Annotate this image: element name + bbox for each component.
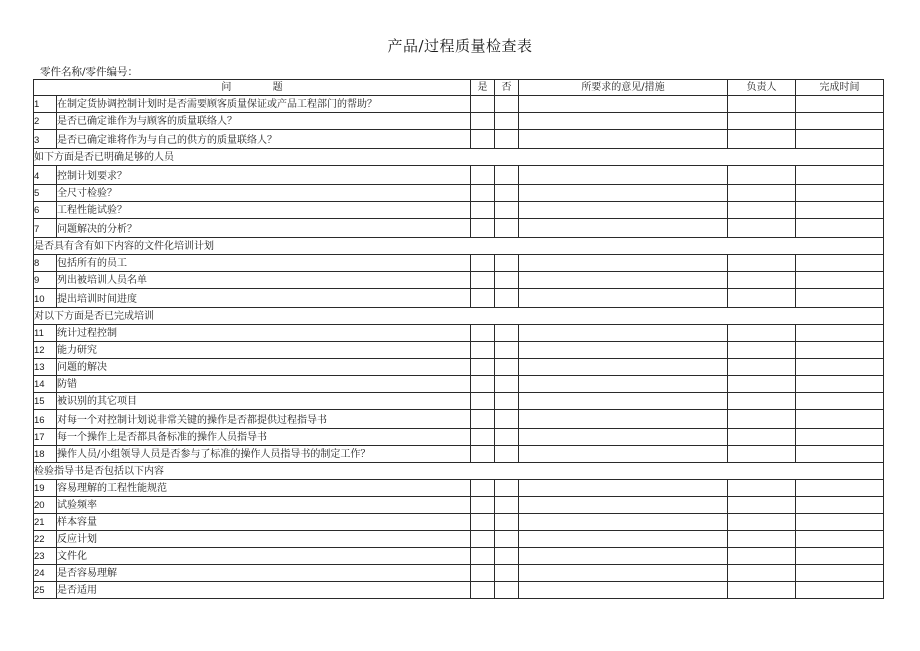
due-date-cell[interactable] bbox=[796, 548, 884, 565]
table-row bbox=[34, 272, 884, 289]
item-number: 18 bbox=[34, 446, 57, 463]
owner-cell[interactable] bbox=[728, 531, 796, 548]
no-cell[interactable] bbox=[495, 130, 519, 149]
yes-cell[interactable] bbox=[471, 202, 495, 219]
question-text: 控制计划要求？ bbox=[57, 166, 471, 185]
yes-cell[interactable] bbox=[471, 376, 495, 393]
owner-cell[interactable] bbox=[728, 410, 796, 429]
due-date-cell[interactable] bbox=[796, 342, 884, 359]
yes-cell[interactable] bbox=[471, 255, 495, 272]
no-cell[interactable] bbox=[495, 325, 519, 342]
question-text: 问题的解决 bbox=[57, 359, 471, 376]
section-row bbox=[34, 149, 884, 166]
no-cell[interactable] bbox=[495, 255, 519, 272]
table-row bbox=[34, 376, 884, 393]
question-text: 反应计划 bbox=[57, 531, 471, 548]
yes-cell[interactable] bbox=[471, 166, 495, 185]
yes-cell[interactable] bbox=[471, 289, 495, 308]
no-cell[interactable] bbox=[495, 219, 519, 238]
question-text: 容易理解的工程性能规范 bbox=[57, 480, 471, 497]
due-date-cell[interactable] bbox=[796, 480, 884, 497]
table-row bbox=[34, 393, 884, 410]
yes-cell[interactable] bbox=[471, 342, 495, 359]
yes-cell[interactable] bbox=[471, 410, 495, 429]
due-date-cell[interactable] bbox=[796, 446, 884, 463]
question-text: 在制定货协调控制计划时是否需要顾客质量保证或产品工程部门的帮助？ bbox=[57, 96, 471, 113]
opinion-cell[interactable] bbox=[519, 514, 728, 531]
owner-cell[interactable] bbox=[728, 480, 796, 497]
question-text: 文件化 bbox=[57, 548, 471, 565]
yes-cell[interactable] bbox=[471, 393, 495, 410]
item-number: 11 bbox=[34, 325, 57, 342]
item-number: 13 bbox=[34, 359, 57, 376]
question-text: 问题解决的分析？ bbox=[57, 219, 471, 238]
item-number: 3 bbox=[34, 130, 57, 149]
opinion-cell[interactable] bbox=[519, 582, 728, 599]
part-name-number-label: 零件名称/零件编号： bbox=[40, 66, 139, 78]
yes-cell[interactable] bbox=[471, 429, 495, 446]
question-text: 统计过程控制 bbox=[57, 325, 471, 342]
due-date-cell[interactable] bbox=[796, 219, 884, 238]
item-number: 4 bbox=[34, 166, 57, 185]
item-number: 22 bbox=[34, 531, 57, 548]
owner-cell[interactable] bbox=[728, 446, 796, 463]
yes-cell[interactable] bbox=[471, 325, 495, 342]
no-cell[interactable] bbox=[495, 410, 519, 429]
yes-cell[interactable] bbox=[471, 514, 495, 531]
table-row bbox=[34, 548, 884, 565]
due-date-cell[interactable] bbox=[796, 202, 884, 219]
question-text: 全尺寸检验？ bbox=[57, 185, 471, 202]
item-number: 7 bbox=[34, 219, 57, 238]
due-date-cell[interactable] bbox=[796, 531, 884, 548]
no-cell[interactable] bbox=[495, 376, 519, 393]
opinion-cell[interactable] bbox=[519, 480, 728, 497]
yes-cell[interactable] bbox=[471, 480, 495, 497]
header-due-date: 完成时间 bbox=[796, 80, 884, 96]
section-row bbox=[34, 308, 884, 325]
question-text: 操作人员/小组领导人员是否参与了标准的操作人员指导书的制定工作？ bbox=[57, 446, 471, 463]
yes-cell[interactable] bbox=[471, 531, 495, 548]
table-row bbox=[34, 289, 884, 308]
owner-cell[interactable] bbox=[728, 113, 796, 130]
yes-cell[interactable] bbox=[471, 446, 495, 463]
no-cell[interactable] bbox=[495, 342, 519, 359]
owner-cell[interactable] bbox=[728, 96, 796, 113]
due-date-cell[interactable] bbox=[796, 166, 884, 185]
item-number: 2 bbox=[34, 113, 57, 130]
item-number: 20 bbox=[34, 497, 57, 514]
table-row bbox=[34, 113, 884, 130]
owner-cell[interactable] bbox=[728, 497, 796, 514]
due-date-cell[interactable] bbox=[796, 359, 884, 376]
question-text: 是否已确定谁将作为与自己的供方的质量联络人？ bbox=[57, 130, 471, 149]
owner-cell[interactable] bbox=[728, 514, 796, 531]
item-number: 15 bbox=[34, 393, 57, 410]
due-date-cell[interactable] bbox=[796, 185, 884, 202]
table-row bbox=[34, 96, 884, 113]
table-row bbox=[34, 480, 884, 497]
owner-cell[interactable] bbox=[728, 272, 796, 289]
item-number: 9 bbox=[34, 272, 57, 289]
table-row bbox=[34, 130, 884, 149]
owner-cell[interactable] bbox=[728, 359, 796, 376]
no-cell[interactable] bbox=[495, 359, 519, 376]
yes-cell[interactable] bbox=[471, 272, 495, 289]
opinion-cell[interactable] bbox=[519, 393, 728, 410]
table-row bbox=[34, 342, 884, 359]
yes-cell[interactable] bbox=[471, 113, 495, 130]
checklist-table bbox=[33, 79, 884, 599]
due-date-cell[interactable] bbox=[796, 325, 884, 342]
table-row bbox=[34, 202, 884, 219]
question-text: 对每一个对控制计划说非常关键的操作是否都提供过程指导书 bbox=[57, 410, 471, 429]
item-number: 24 bbox=[34, 565, 57, 582]
question-text: 样本容量 bbox=[57, 514, 471, 531]
due-date-cell[interactable] bbox=[796, 429, 884, 446]
header-no: 否 bbox=[495, 80, 519, 96]
question-text: 是否适用 bbox=[57, 582, 471, 599]
opinion-cell[interactable] bbox=[519, 342, 728, 359]
table-row bbox=[34, 359, 884, 376]
owner-cell[interactable] bbox=[728, 185, 796, 202]
due-date-cell[interactable] bbox=[796, 255, 884, 272]
opinion-cell[interactable] bbox=[519, 446, 728, 463]
question-text: 能力研究 bbox=[57, 342, 471, 359]
question-text: 包括所有的员工 bbox=[57, 255, 471, 272]
item-number: 16 bbox=[34, 410, 57, 429]
owner-cell[interactable] bbox=[728, 202, 796, 219]
table-row bbox=[34, 565, 884, 582]
owner-cell[interactable] bbox=[728, 548, 796, 565]
due-date-cell[interactable] bbox=[796, 582, 884, 599]
opinion-cell[interactable] bbox=[519, 166, 728, 185]
due-date-cell[interactable] bbox=[796, 130, 884, 149]
yes-cell[interactable] bbox=[471, 497, 495, 514]
opinion-cell[interactable] bbox=[519, 96, 728, 113]
no-cell[interactable] bbox=[495, 565, 519, 582]
opinion-cell[interactable] bbox=[519, 565, 728, 582]
yes-cell[interactable] bbox=[471, 548, 495, 565]
table-header-row bbox=[34, 80, 884, 96]
owner-cell[interactable] bbox=[728, 342, 796, 359]
no-cell[interactable] bbox=[495, 166, 519, 185]
question-text: 试验频率 bbox=[57, 497, 471, 514]
owner-cell[interactable] bbox=[728, 130, 796, 149]
yes-cell[interactable] bbox=[471, 219, 495, 238]
owner-cell[interactable] bbox=[728, 255, 796, 272]
header-question: 问 题 bbox=[34, 80, 471, 96]
yes-cell[interactable] bbox=[471, 359, 495, 376]
no-cell[interactable] bbox=[495, 514, 519, 531]
item-number: 10 bbox=[34, 289, 57, 308]
opinion-cell[interactable] bbox=[519, 272, 728, 289]
header-owner: 负责人 bbox=[728, 80, 796, 96]
table-row bbox=[34, 185, 884, 202]
no-cell[interactable] bbox=[495, 446, 519, 463]
question-text: 列出被培训人员名单 bbox=[57, 272, 471, 289]
table-row bbox=[34, 531, 884, 548]
opinion-cell[interactable] bbox=[519, 185, 728, 202]
document-title: 产品/过程质量检查表 bbox=[387, 37, 533, 55]
header-yes: 是 bbox=[471, 80, 495, 96]
no-cell[interactable] bbox=[495, 531, 519, 548]
section-heading: 检验指导书是否包括以下内容 bbox=[34, 463, 884, 480]
table-row bbox=[34, 325, 884, 342]
no-cell[interactable] bbox=[495, 548, 519, 565]
no-cell[interactable] bbox=[495, 393, 519, 410]
item-number: 21 bbox=[34, 514, 57, 531]
table-row bbox=[34, 255, 884, 272]
yes-cell[interactable] bbox=[471, 565, 495, 582]
question-text: 是否已确定谁作为与顾客的质量联络人？ bbox=[57, 113, 471, 130]
table-row bbox=[34, 410, 884, 429]
item-number: 1 bbox=[34, 96, 57, 113]
section-row bbox=[34, 238, 884, 255]
owner-cell[interactable] bbox=[728, 393, 796, 410]
opinion-cell[interactable] bbox=[519, 325, 728, 342]
table-row bbox=[34, 446, 884, 463]
opinion-cell[interactable] bbox=[519, 410, 728, 429]
table-row bbox=[34, 166, 884, 185]
opinion-cell[interactable] bbox=[519, 497, 728, 514]
item-number: 25 bbox=[34, 582, 57, 599]
owner-cell[interactable] bbox=[728, 429, 796, 446]
question-text: 被识别的其它项目 bbox=[57, 393, 471, 410]
item-number: 19 bbox=[34, 480, 57, 497]
no-cell[interactable] bbox=[495, 289, 519, 308]
no-cell[interactable] bbox=[495, 480, 519, 497]
owner-cell[interactable] bbox=[728, 376, 796, 393]
yes-cell[interactable] bbox=[471, 582, 495, 599]
no-cell[interactable] bbox=[495, 96, 519, 113]
yes-cell[interactable] bbox=[471, 130, 495, 149]
section-heading: 是否具有含有如下内容的文件化培训计划 bbox=[34, 238, 884, 255]
due-date-cell[interactable] bbox=[796, 272, 884, 289]
no-cell[interactable] bbox=[495, 185, 519, 202]
due-date-cell[interactable] bbox=[796, 514, 884, 531]
due-date-cell[interactable] bbox=[796, 565, 884, 582]
no-cell[interactable] bbox=[495, 582, 519, 599]
question-text: 每一个操作上是否都具备标准的操作人员指导书 bbox=[57, 429, 471, 446]
yes-cell[interactable] bbox=[471, 185, 495, 202]
header-opinion: 所要求的意见/措施 bbox=[519, 80, 728, 96]
due-date-cell[interactable] bbox=[796, 376, 884, 393]
item-number: 6 bbox=[34, 202, 57, 219]
item-number: 12 bbox=[34, 342, 57, 359]
due-date-cell[interactable] bbox=[796, 410, 884, 429]
item-number: 23 bbox=[34, 548, 57, 565]
no-cell[interactable] bbox=[495, 429, 519, 446]
due-date-cell[interactable] bbox=[796, 113, 884, 130]
opinion-cell[interactable] bbox=[519, 359, 728, 376]
opinion-cell[interactable] bbox=[519, 531, 728, 548]
section-heading: 对以下方面是否已完成培训 bbox=[34, 308, 884, 325]
opinion-cell[interactable] bbox=[519, 255, 728, 272]
table-row bbox=[34, 429, 884, 446]
owner-cell[interactable] bbox=[728, 565, 796, 582]
owner-cell[interactable] bbox=[728, 289, 796, 308]
no-cell[interactable] bbox=[495, 113, 519, 130]
no-cell[interactable] bbox=[495, 202, 519, 219]
owner-cell[interactable] bbox=[728, 582, 796, 599]
due-date-cell[interactable] bbox=[796, 96, 884, 113]
due-date-cell[interactable] bbox=[796, 497, 884, 514]
opinion-cell[interactable] bbox=[519, 548, 728, 565]
section-row bbox=[34, 463, 884, 480]
yes-cell[interactable] bbox=[471, 96, 495, 113]
opinion-cell[interactable] bbox=[519, 130, 728, 149]
item-number: 8 bbox=[34, 255, 57, 272]
opinion-cell[interactable] bbox=[519, 219, 728, 238]
question-text: 是否容易理解 bbox=[57, 565, 471, 582]
table-row bbox=[34, 219, 884, 238]
opinion-cell[interactable] bbox=[519, 202, 728, 219]
question-text: 工程性能试验？ bbox=[57, 202, 471, 219]
no-cell[interactable] bbox=[495, 272, 519, 289]
section-heading: 如下方面是否已明确足够的人员 bbox=[34, 149, 884, 166]
no-cell[interactable] bbox=[495, 497, 519, 514]
question-text: 防错 bbox=[57, 376, 471, 393]
question-text: 提出培训时间进度 bbox=[57, 289, 471, 308]
due-date-cell[interactable] bbox=[796, 289, 884, 308]
opinion-cell[interactable] bbox=[519, 113, 728, 130]
opinion-cell[interactable] bbox=[519, 289, 728, 308]
table-row bbox=[34, 582, 884, 599]
opinion-cell[interactable] bbox=[519, 429, 728, 446]
table-row bbox=[34, 514, 884, 531]
item-number: 5 bbox=[34, 185, 57, 202]
opinion-cell[interactable] bbox=[519, 376, 728, 393]
due-date-cell[interactable] bbox=[796, 393, 884, 410]
table-row bbox=[34, 497, 884, 514]
item-number: 14 bbox=[34, 376, 57, 393]
item-number: 17 bbox=[34, 429, 57, 446]
owner-cell[interactable] bbox=[728, 325, 796, 342]
owner-cell[interactable] bbox=[728, 166, 796, 185]
checklist-body bbox=[34, 96, 884, 599]
owner-cell[interactable] bbox=[728, 219, 796, 238]
